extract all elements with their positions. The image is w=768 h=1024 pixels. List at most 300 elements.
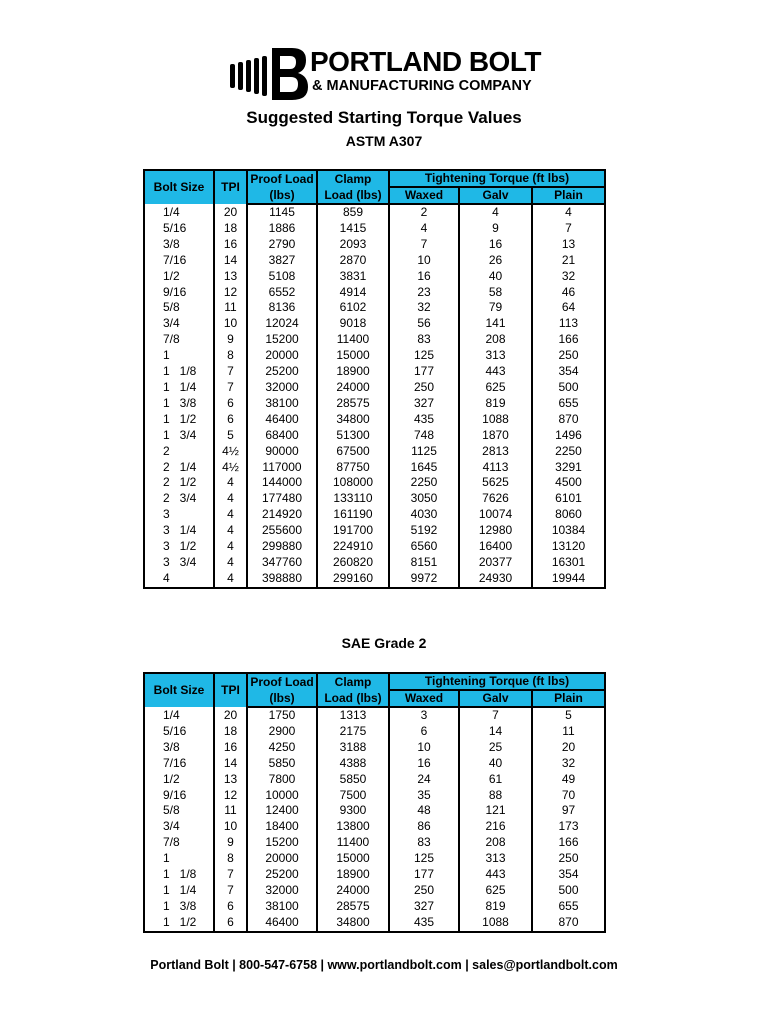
cell-waxed: 250 xyxy=(389,883,459,899)
table-row xyxy=(144,253,605,269)
cell-clamp-load: 24000 xyxy=(317,380,389,396)
cell-waxed: 83 xyxy=(389,835,459,851)
header-galv: Galv xyxy=(459,690,532,707)
cell-clamp-load: 67500 xyxy=(317,444,389,460)
cell-proof-load: 20000 xyxy=(247,851,317,867)
cell-galv: 208 xyxy=(459,332,532,348)
cell-clamp-load: 5850 xyxy=(317,772,389,788)
cell-bolt-size: 7/8 xyxy=(144,332,214,348)
logo-company-name: PORTLAND BOLT xyxy=(310,46,541,77)
cell-clamp-load: 34800 xyxy=(317,412,389,428)
cell-tpi: 7 xyxy=(214,380,247,396)
cell-tpi: 20 xyxy=(214,707,247,724)
cell-tpi: 7 xyxy=(214,867,247,883)
cell-bolt-size: 3 1/4 xyxy=(144,523,214,539)
cell-galv: 10074 xyxy=(459,507,532,523)
cell-waxed: 6 xyxy=(389,724,459,740)
cell-plain: 3291 xyxy=(532,460,605,476)
header-tpi: TPI xyxy=(214,170,247,204)
cell-bolt-size: 1 1/2 xyxy=(144,412,214,428)
cell-clamp-load: 51300 xyxy=(317,428,389,444)
cell-tpi: 11 xyxy=(214,803,247,819)
cell-bolt-size: 3 1/2 xyxy=(144,539,214,555)
header-proof-load-unit: (lbs) xyxy=(247,187,317,204)
cell-galv: 313 xyxy=(459,348,532,364)
table-row xyxy=(144,444,605,460)
cell-galv: 20377 xyxy=(459,555,532,571)
table-row xyxy=(144,555,605,571)
cell-galv: 7626 xyxy=(459,491,532,507)
cell-plain: 655 xyxy=(532,396,605,412)
cell-bolt-size: 1 xyxy=(144,851,214,867)
cell-bolt-size: 1 3/8 xyxy=(144,899,214,915)
cell-proof-load: 32000 xyxy=(247,380,317,396)
cell-plain: 4 xyxy=(532,204,605,221)
cell-plain: 870 xyxy=(532,915,605,932)
cell-tpi: 18 xyxy=(214,724,247,740)
cell-waxed: 35 xyxy=(389,788,459,804)
cell-plain: 8060 xyxy=(532,507,605,523)
cell-clamp-load: 299160 xyxy=(317,571,389,588)
table-row xyxy=(144,772,605,788)
sae-grade2-table xyxy=(143,672,606,933)
cell-bolt-size: 1 1/4 xyxy=(144,380,214,396)
table-row xyxy=(144,380,605,396)
cell-clamp-load: 4388 xyxy=(317,756,389,772)
cell-galv: 5625 xyxy=(459,475,532,491)
table-row xyxy=(144,851,605,867)
cell-plain: 250 xyxy=(532,348,605,364)
cell-waxed: 4030 xyxy=(389,507,459,523)
cell-bolt-size: 1 3/8 xyxy=(144,396,214,412)
cell-proof-load: 20000 xyxy=(247,348,317,364)
cell-galv: 79 xyxy=(459,300,532,316)
cell-plain: 354 xyxy=(532,867,605,883)
cell-bolt-size: 4 xyxy=(144,571,214,588)
cell-plain: 13 xyxy=(532,237,605,253)
table-row xyxy=(144,475,605,491)
cell-plain: 655 xyxy=(532,899,605,915)
cell-plain: 1496 xyxy=(532,428,605,444)
cell-bolt-size: 3/4 xyxy=(144,316,214,332)
cell-tpi: 7 xyxy=(214,364,247,380)
table-row xyxy=(144,300,605,316)
table-row xyxy=(144,316,605,332)
cell-bolt-size: 3/4 xyxy=(144,819,214,835)
cell-galv: 819 xyxy=(459,899,532,915)
cell-plain: 70 xyxy=(532,788,605,804)
cell-clamp-load: 224910 xyxy=(317,539,389,555)
cell-clamp-load: 34800 xyxy=(317,915,389,932)
cell-waxed: 250 xyxy=(389,380,459,396)
cell-galv: 443 xyxy=(459,364,532,380)
cell-clamp-load: 4914 xyxy=(317,285,389,301)
cell-proof-load: 7800 xyxy=(247,772,317,788)
cell-proof-load: 15200 xyxy=(247,835,317,851)
cell-waxed: 16 xyxy=(389,756,459,772)
cell-galv: 625 xyxy=(459,380,532,396)
cell-waxed: 435 xyxy=(389,915,459,932)
cell-tpi: 4 xyxy=(214,555,247,571)
cell-waxed: 6560 xyxy=(389,539,459,555)
cell-plain: 19944 xyxy=(532,571,605,588)
cell-proof-load: 1886 xyxy=(247,221,317,237)
table-row xyxy=(144,867,605,883)
cell-clamp-load: 24000 xyxy=(317,883,389,899)
table-row xyxy=(144,819,605,835)
cell-galv: 61 xyxy=(459,772,532,788)
cell-proof-load: 18400 xyxy=(247,819,317,835)
cell-bolt-size: 7/8 xyxy=(144,835,214,851)
cell-proof-load: 144000 xyxy=(247,475,317,491)
cell-tpi: 4 xyxy=(214,571,247,588)
cell-waxed: 125 xyxy=(389,348,459,364)
header-waxed: Waxed xyxy=(389,187,459,204)
cell-bolt-size: 2 1/4 xyxy=(144,460,214,476)
cell-clamp-load: 9300 xyxy=(317,803,389,819)
cell-bolt-size: 1 xyxy=(144,348,214,364)
cell-plain: 32 xyxy=(532,269,605,285)
cell-waxed: 177 xyxy=(389,867,459,883)
cell-tpi: 4 xyxy=(214,523,247,539)
header-plain: Plain xyxy=(532,690,605,707)
cell-galv: 25 xyxy=(459,740,532,756)
cell-tpi: 8 xyxy=(214,851,247,867)
cell-plain: 13120 xyxy=(532,539,605,555)
cell-plain: 97 xyxy=(532,803,605,819)
table2-heading: SAE Grade 2 xyxy=(341,635,427,651)
cell-bolt-size: 1 1/8 xyxy=(144,364,214,380)
cell-proof-load: 46400 xyxy=(247,412,317,428)
cell-tpi: 11 xyxy=(214,300,247,316)
header-clamp-load: Clamp xyxy=(317,170,389,187)
table-row xyxy=(144,915,605,932)
cell-clamp-load: 11400 xyxy=(317,332,389,348)
header-proof-load-unit: (lbs) xyxy=(247,690,317,707)
table-row xyxy=(144,803,605,819)
cell-waxed: 32 xyxy=(389,300,459,316)
cell-galv: 9 xyxy=(459,221,532,237)
cell-waxed: 2 xyxy=(389,204,459,221)
header-clamp-load-unit: Load (lbs) xyxy=(317,187,389,204)
cell-galv: 208 xyxy=(459,835,532,851)
cell-waxed: 3050 xyxy=(389,491,459,507)
header-tightening-torque: Tightening Torque (ft lbs) xyxy=(389,170,605,187)
header-clamp-load-unit: Load (lbs) xyxy=(317,690,389,707)
cell-tpi: 12 xyxy=(214,788,247,804)
cell-waxed: 2250 xyxy=(389,475,459,491)
table-row xyxy=(144,571,605,588)
cell-plain: 500 xyxy=(532,883,605,899)
cell-clamp-load: 9018 xyxy=(317,316,389,332)
cell-bolt-size: 9/16 xyxy=(144,788,214,804)
bolt-logo-icon xyxy=(228,44,308,102)
cell-clamp-load: 28575 xyxy=(317,396,389,412)
page-title: Suggested Starting Torque Values xyxy=(246,108,522,127)
cell-proof-load: 46400 xyxy=(247,915,317,932)
table-row xyxy=(144,523,605,539)
cell-plain: 16301 xyxy=(532,555,605,571)
cell-galv: 1088 xyxy=(459,412,532,428)
cell-galv: 121 xyxy=(459,803,532,819)
cell-galv: 26 xyxy=(459,253,532,269)
cell-proof-load: 15200 xyxy=(247,332,317,348)
cell-tpi: 4 xyxy=(214,539,247,555)
header-tpi: TPI xyxy=(214,673,247,707)
cell-plain: 4500 xyxy=(532,475,605,491)
cell-waxed: 56 xyxy=(389,316,459,332)
table-row xyxy=(144,348,605,364)
cell-tpi: 16 xyxy=(214,237,247,253)
cell-tpi: 13 xyxy=(214,772,247,788)
cell-waxed: 10 xyxy=(389,253,459,269)
cell-plain: 870 xyxy=(532,412,605,428)
cell-clamp-load: 7500 xyxy=(317,788,389,804)
cell-bolt-size: 3/8 xyxy=(144,740,214,756)
cell-plain: 166 xyxy=(532,332,605,348)
table-row xyxy=(144,835,605,851)
cell-tpi: 13 xyxy=(214,269,247,285)
cell-tpi: 4 xyxy=(214,475,247,491)
footer-contact: Portland Bolt | 800-547-6758 | www.portlandbolt.com | sales@portlandbolt.com xyxy=(150,958,618,972)
cell-clamp-load: 11400 xyxy=(317,835,389,851)
table-row xyxy=(144,491,605,507)
cell-waxed: 48 xyxy=(389,803,459,819)
cell-clamp-load: 1313 xyxy=(317,707,389,724)
table-row xyxy=(144,269,605,285)
cell-tpi: 6 xyxy=(214,412,247,428)
table-row xyxy=(144,396,605,412)
cell-tpi: 12 xyxy=(214,285,247,301)
cell-proof-load: 1145 xyxy=(247,204,317,221)
cell-tpi: 16 xyxy=(214,740,247,756)
cell-waxed: 748 xyxy=(389,428,459,444)
cell-tpi: 10 xyxy=(214,316,247,332)
table-row xyxy=(144,428,605,444)
cell-waxed: 8151 xyxy=(389,555,459,571)
cell-plain: 354 xyxy=(532,364,605,380)
cell-galv: 14 xyxy=(459,724,532,740)
cell-waxed: 177 xyxy=(389,364,459,380)
cell-bolt-size: 1 1/4 xyxy=(144,883,214,899)
cell-waxed: 5192 xyxy=(389,523,459,539)
cell-tpi: 6 xyxy=(214,915,247,932)
cell-waxed: 327 xyxy=(389,899,459,915)
table-row xyxy=(144,724,605,740)
cell-clamp-load: 108000 xyxy=(317,475,389,491)
cell-tpi: 4½ xyxy=(214,460,247,476)
table-row xyxy=(144,707,605,724)
cell-galv: 40 xyxy=(459,756,532,772)
cell-clamp-load: 15000 xyxy=(317,348,389,364)
cell-plain: 113 xyxy=(532,316,605,332)
table-row xyxy=(144,412,605,428)
cell-waxed: 1645 xyxy=(389,460,459,476)
cell-tpi: 10 xyxy=(214,819,247,835)
cell-tpi: 4 xyxy=(214,491,247,507)
cell-waxed: 1125 xyxy=(389,444,459,460)
cell-proof-load: 10000 xyxy=(247,788,317,804)
cell-clamp-load: 18900 xyxy=(317,867,389,883)
header-bolt-size: Bolt Size xyxy=(144,170,214,204)
table-row xyxy=(144,788,605,804)
cell-waxed: 86 xyxy=(389,819,459,835)
cell-proof-load: 90000 xyxy=(247,444,317,460)
cell-proof-load: 25200 xyxy=(247,364,317,380)
cell-waxed: 4 xyxy=(389,221,459,237)
cell-tpi: 14 xyxy=(214,756,247,772)
company-logo xyxy=(228,44,541,102)
cell-proof-load: 214920 xyxy=(247,507,317,523)
cell-tpi: 18 xyxy=(214,221,247,237)
cell-plain: 173 xyxy=(532,819,605,835)
header-galv: Galv xyxy=(459,187,532,204)
cell-tpi: 6 xyxy=(214,899,247,915)
cell-proof-load: 25200 xyxy=(247,867,317,883)
cell-galv: 88 xyxy=(459,788,532,804)
cell-tpi: 6 xyxy=(214,396,247,412)
cell-tpi: 14 xyxy=(214,253,247,269)
cell-clamp-load: 87750 xyxy=(317,460,389,476)
cell-proof-load: 8136 xyxy=(247,300,317,316)
cell-bolt-size: 7/16 xyxy=(144,253,214,269)
cell-bolt-size: 1 3/4 xyxy=(144,428,214,444)
cell-plain: 20 xyxy=(532,740,605,756)
cell-proof-load: 4250 xyxy=(247,740,317,756)
cell-galv: 625 xyxy=(459,883,532,899)
cell-galv: 1088 xyxy=(459,915,532,932)
cell-clamp-load: 191700 xyxy=(317,523,389,539)
cell-proof-load: 38100 xyxy=(247,899,317,915)
table-row xyxy=(144,899,605,915)
cell-proof-load: 2900 xyxy=(247,724,317,740)
cell-waxed: 7 xyxy=(389,237,459,253)
cell-clamp-load: 161190 xyxy=(317,507,389,523)
table-row xyxy=(144,740,605,756)
header-plain: Plain xyxy=(532,187,605,204)
table-row xyxy=(144,364,605,380)
cell-bolt-size: 7/16 xyxy=(144,756,214,772)
cell-galv: 443 xyxy=(459,867,532,883)
cell-tpi: 9 xyxy=(214,835,247,851)
cell-galv: 7 xyxy=(459,707,532,724)
cell-bolt-size: 1 1/2 xyxy=(144,915,214,932)
cell-bolt-size: 3 3/4 xyxy=(144,555,214,571)
cell-plain: 32 xyxy=(532,756,605,772)
cell-plain: 11 xyxy=(532,724,605,740)
cell-proof-load: 12400 xyxy=(247,803,317,819)
cell-waxed: 16 xyxy=(389,269,459,285)
header-waxed: Waxed xyxy=(389,690,459,707)
cell-bolt-size: 5/8 xyxy=(144,300,214,316)
table1-heading: ASTM A307 xyxy=(345,133,423,149)
cell-bolt-size: 2 3/4 xyxy=(144,491,214,507)
cell-tpi: 8 xyxy=(214,348,247,364)
cell-bolt-size: 1/2 xyxy=(144,269,214,285)
cell-clamp-load: 3188 xyxy=(317,740,389,756)
cell-tpi: 4½ xyxy=(214,444,247,460)
table-row xyxy=(144,460,605,476)
table-row xyxy=(144,539,605,555)
cell-galv: 12980 xyxy=(459,523,532,539)
cell-galv: 141 xyxy=(459,316,532,332)
cell-bolt-size: 1 1/8 xyxy=(144,867,214,883)
cell-clamp-load: 2870 xyxy=(317,253,389,269)
logo-company-subtitle: & MANUFACTURING COMPANY xyxy=(312,78,532,94)
cell-proof-load: 12024 xyxy=(247,316,317,332)
cell-bolt-size: 2 1/2 xyxy=(144,475,214,491)
cell-proof-load: 5850 xyxy=(247,756,317,772)
cell-bolt-size: 1/4 xyxy=(144,707,214,724)
cell-clamp-load: 2175 xyxy=(317,724,389,740)
cell-clamp-load: 18900 xyxy=(317,364,389,380)
table-row xyxy=(144,507,605,523)
cell-bolt-size: 3 xyxy=(144,507,214,523)
cell-proof-load: 6552 xyxy=(247,285,317,301)
cell-galv: 40 xyxy=(459,269,532,285)
cell-waxed: 10 xyxy=(389,740,459,756)
cell-clamp-load: 15000 xyxy=(317,851,389,867)
cell-plain: 7 xyxy=(532,221,605,237)
cell-waxed: 24 xyxy=(389,772,459,788)
cell-proof-load: 3827 xyxy=(247,253,317,269)
cell-tpi: 4 xyxy=(214,507,247,523)
cell-proof-load: 255600 xyxy=(247,523,317,539)
cell-bolt-size: 9/16 xyxy=(144,285,214,301)
cell-waxed: 83 xyxy=(389,332,459,348)
cell-proof-load: 1750 xyxy=(247,707,317,724)
cell-clamp-load: 859 xyxy=(317,204,389,221)
cell-proof-load: 32000 xyxy=(247,883,317,899)
cell-galv: 58 xyxy=(459,285,532,301)
cell-bolt-size: 5/16 xyxy=(144,221,214,237)
header-proof-load: Proof Load xyxy=(247,170,317,187)
cell-bolt-size: 5/8 xyxy=(144,803,214,819)
cell-galv: 16400 xyxy=(459,539,532,555)
cell-clamp-load: 2093 xyxy=(317,237,389,253)
astm-a307-table xyxy=(143,169,606,589)
header-tightening-torque: Tightening Torque (ft lbs) xyxy=(389,673,605,690)
cell-plain: 49 xyxy=(532,772,605,788)
cell-plain: 64 xyxy=(532,300,605,316)
cell-bolt-size: 1/2 xyxy=(144,772,214,788)
cell-plain: 5 xyxy=(532,707,605,724)
cell-proof-load: 38100 xyxy=(247,396,317,412)
cell-clamp-load: 3831 xyxy=(317,269,389,285)
cell-waxed: 9972 xyxy=(389,571,459,588)
cell-clamp-load: 13800 xyxy=(317,819,389,835)
cell-proof-load: 398880 xyxy=(247,571,317,588)
table-row xyxy=(144,332,605,348)
table-row xyxy=(144,285,605,301)
cell-tpi: 7 xyxy=(214,883,247,899)
table-row xyxy=(144,237,605,253)
cell-plain: 21 xyxy=(532,253,605,269)
cell-proof-load: 299880 xyxy=(247,539,317,555)
cell-galv: 4113 xyxy=(459,460,532,476)
cell-plain: 46 xyxy=(532,285,605,301)
cell-clamp-load: 260820 xyxy=(317,555,389,571)
cell-galv: 216 xyxy=(459,819,532,835)
cell-plain: 6101 xyxy=(532,491,605,507)
cell-clamp-load: 28575 xyxy=(317,899,389,915)
cell-galv: 819 xyxy=(459,396,532,412)
cell-proof-load: 2790 xyxy=(247,237,317,253)
cell-galv: 4 xyxy=(459,204,532,221)
cell-bolt-size: 2 xyxy=(144,444,214,460)
cell-plain: 10384 xyxy=(532,523,605,539)
cell-galv: 24930 xyxy=(459,571,532,588)
